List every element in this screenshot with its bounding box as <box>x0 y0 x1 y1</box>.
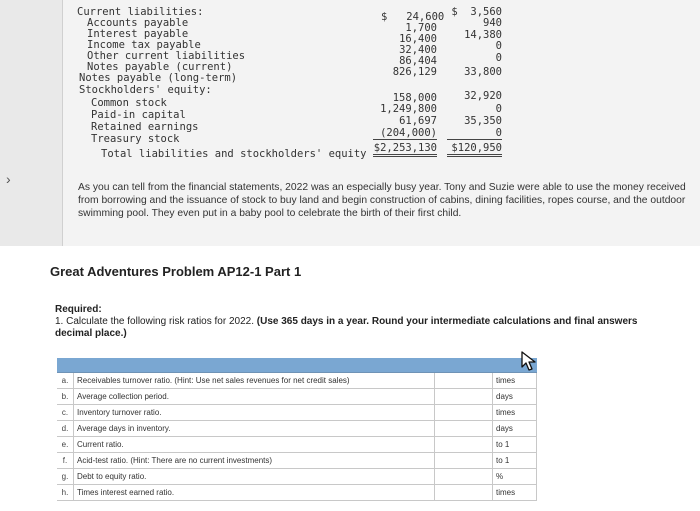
required-label: Required: <box>55 304 102 315</box>
row-description: Inventory turnover ratio. <box>74 405 408 421</box>
answer-input[interactable] <box>435 437 493 453</box>
bs-total-2022: $2,253,130 <box>373 142 437 157</box>
ratios-table <box>57 358 537 501</box>
bs-value-2022: 32,400 <box>399 44 437 56</box>
bs-label: Retained earnings <box>91 121 199 133</box>
bs-label: Accounts payable <box>87 17 189 29</box>
bs-label: Stockholders' equity: <box>79 84 212 96</box>
bs-value-2021: 33,800 <box>464 66 502 78</box>
bs-label: Interest payable <box>87 28 189 40</box>
row-description: Acid-test ratio. (Hint: There are no current investments) <box>74 453 408 469</box>
bs-value-2021: 0 <box>495 52 502 64</box>
bs-total-2021: $120,950 <box>447 142 502 157</box>
answer-input[interactable] <box>435 469 493 485</box>
table-header-row <box>57 358 537 373</box>
table-row <box>57 405 537 421</box>
bs-value-2022: 61,697 <box>399 115 437 127</box>
bs-label: Current liabilities: <box>77 6 204 18</box>
bs-label: Notes payable (current) <box>87 61 233 73</box>
row-description: Receivables turnover ratio. (Hint: Use net sales revenues for net credit sales) <box>74 373 408 389</box>
bs-value-2022: 1,700 <box>405 22 437 34</box>
row-letter: e. <box>57 437 74 453</box>
table-row <box>57 389 537 405</box>
row-unit: days <box>493 421 537 437</box>
answer-input[interactable] <box>435 373 493 389</box>
mouse-cursor-icon <box>519 350 541 372</box>
row-letter: d. <box>57 421 74 437</box>
bs-total-label: Total liabilities and stockholders' equity <box>101 148 367 160</box>
bs-label: Treasury stock <box>91 133 180 145</box>
answer-input[interactable] <box>435 421 493 437</box>
bs-value-2021: 0 <box>495 40 502 52</box>
bs-value-2021: $ 3,560 <box>451 6 502 18</box>
bs-value-2021: 14,380 <box>464 29 502 41</box>
table-row <box>57 373 537 389</box>
row-description: Current ratio. <box>74 437 408 453</box>
row-description: Average days in inventory. <box>74 421 408 437</box>
required-bold-cont: decimal place.) <box>55 328 127 339</box>
row-unit: days <box>493 389 537 405</box>
bs-label: Notes payable (long-term) <box>79 72 238 84</box>
bs-value-2022: $ 24,600 <box>381 11 445 23</box>
row-letter: c. <box>57 405 74 421</box>
row-unit: times <box>493 485 537 501</box>
row-letter: h. <box>57 485 74 501</box>
bs-value-2022: 158,000 <box>392 92 437 104</box>
bs-value-2022: 86,404 <box>399 55 437 67</box>
bs-value-2021: 0 <box>495 103 502 115</box>
row-description: Debt to equity ratio. <box>74 469 408 485</box>
table-row <box>57 485 537 501</box>
bs-value-2021: 940 <box>483 17 502 29</box>
answer-input[interactable] <box>435 389 493 405</box>
row-unit: to 1 <box>493 437 537 453</box>
scenario-paragraph: As you can tell from the financial statements, 2022 was an especially busy year. Tony and Suzie were able to use the money received from borrowing and the issuance of stock to buy land and begin construction of cabins, dining facilities, ropes course, and the outdoor swimming pool. They even put in a baby pool to celebrate the birth of their first child. <box>78 182 686 219</box>
bs-value-2022: (204,000) <box>373 127 437 140</box>
required-instructions <box>55 304 700 340</box>
bs-label: Other current liabilities <box>87 50 246 62</box>
bs-value-2021: 0 <box>447 127 502 140</box>
answer-input[interactable] <box>435 405 493 421</box>
bs-value-2022: 1,249,800 <box>380 103 437 115</box>
required-bold: (Use 365 days in a year. Round your intermediate calculations and final answers <box>256 316 638 327</box>
row-unit: to 1 <box>493 453 537 469</box>
table-row <box>57 453 537 469</box>
answer-input[interactable] <box>435 453 493 469</box>
answer-input[interactable] <box>435 485 493 501</box>
row-unit: times <box>493 405 537 421</box>
table-row <box>57 421 537 437</box>
row-letter: g. <box>57 469 74 485</box>
bs-value-2022: 16,400 <box>399 33 437 45</box>
bs-label: Income tax payable <box>87 39 201 51</box>
row-unit: times <box>493 373 537 389</box>
row-description: Average collection period. <box>74 389 408 405</box>
table-row <box>57 469 537 485</box>
bs-label: Common stock <box>91 97 167 109</box>
row-letter: f. <box>57 453 74 469</box>
row-letter: b. <box>57 389 74 405</box>
row-unit: % <box>493 469 537 485</box>
bs-label: Paid-in capital <box>91 109 186 121</box>
chevron-right-icon[interactable]: › <box>6 171 11 187</box>
table-row <box>57 437 537 453</box>
row-letter: a. <box>57 373 74 389</box>
required-text: 1. Calculate the following risk ratios for 2022. <box>55 316 254 327</box>
bs-value-2021: 32,920 <box>464 90 502 102</box>
row-description: Times interest earned ratio. <box>74 485 408 501</box>
problem-title: Great Adventures Problem AP12-1 Part 1 <box>50 264 302 279</box>
bs-value-2022: 826,129 <box>392 66 437 78</box>
bs-value-2021: 35,350 <box>464 115 502 127</box>
